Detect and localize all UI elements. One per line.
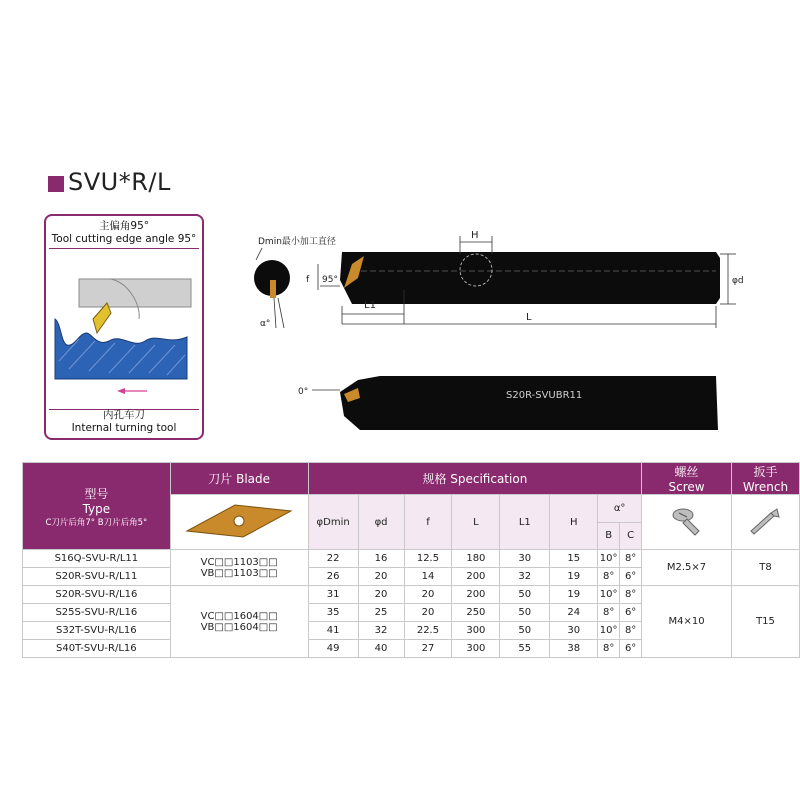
col-l1: L1 — [500, 495, 550, 550]
blade-image-cell — [170, 495, 308, 550]
row-c: 8° — [620, 586, 642, 604]
row-d: 20 — [358, 586, 404, 604]
type-header-en: Type — [82, 501, 111, 516]
row-l1: 50 — [500, 604, 550, 622]
insert-icon — [179, 501, 299, 541]
phi-d-label: φd — [732, 276, 744, 286]
cutting-angle-card — [44, 214, 204, 440]
row-type: S20R-SVU-R/L11 — [23, 568, 171, 586]
row-b: 8° — [598, 604, 620, 622]
row-h: 24 — [550, 604, 598, 622]
row-c: 8° — [620, 550, 642, 568]
row-c: 6° — [620, 568, 642, 586]
row-d: 32 — [358, 622, 404, 640]
tool-type-caption — [46, 409, 202, 435]
row-f: 27 — [404, 640, 452, 658]
f-dimension-label: f — [306, 275, 310, 285]
blade-code: VC□□1103□□ — [200, 556, 278, 568]
blade-group-2 — [170, 586, 308, 658]
h-dimension-label: H — [471, 230, 479, 241]
row-dmin: 35 — [308, 604, 358, 622]
type-header — [23, 463, 171, 550]
col-d: φd — [358, 495, 404, 550]
row-f: 12.5 — [404, 550, 452, 568]
blade-code: VB□□1604□□ — [200, 621, 278, 633]
row-l: 300 — [452, 640, 500, 658]
row-h: 15 — [550, 550, 598, 568]
tool-type-cn: 内孔车刀 — [103, 409, 145, 421]
tool-type-en: Internal turning tool — [71, 422, 177, 434]
row-l1: 32 — [500, 568, 550, 586]
zero-degree-label: 0° — [298, 387, 309, 397]
row-f: 22.5 — [404, 622, 452, 640]
row-l: 250 — [452, 604, 500, 622]
wrench-header-cn: 扳手 — [753, 465, 778, 479]
tool-bar-drawing — [340, 252, 720, 304]
angle-caption — [46, 220, 202, 246]
row-f: 20 — [404, 586, 452, 604]
col-l: L — [452, 495, 500, 550]
screw-size: M2.5×7 — [642, 550, 732, 586]
l-dimension-label: L — [526, 312, 532, 323]
screw-icon — [667, 501, 707, 541]
angle-95-label: 95° — [322, 275, 338, 285]
row-h: 38 — [550, 640, 598, 658]
row-type: S40T-SVU-R/L16 — [23, 640, 171, 658]
type-header-note: C刀片后角7° B刀片后角5° — [45, 517, 148, 528]
angle-caption-en: Tool cutting edge angle 95° — [51, 233, 197, 245]
row-dmin: 49 — [308, 640, 358, 658]
wrench-icon — [745, 501, 785, 541]
end-view-insert — [270, 280, 276, 298]
type-header-cn: 型号 — [84, 486, 109, 501]
row-h: 30 — [550, 622, 598, 640]
row-d: 20 — [358, 568, 404, 586]
row-type: S16Q-SVU-R/L11 — [23, 550, 171, 568]
spec-table — [22, 462, 800, 658]
row-l1: 50 — [500, 622, 550, 640]
row-c: 6° — [620, 640, 642, 658]
row-dmin: 22 — [308, 550, 358, 568]
bar-marking: S20R-SVUBR11 — [506, 390, 583, 401]
row-l: 200 — [452, 568, 500, 586]
row-h: 19 — [550, 586, 598, 604]
row-type: S20R-SVU-R/L16 — [23, 586, 171, 604]
wrench-header — [731, 463, 799, 495]
col-b: B — [598, 523, 620, 549]
row-l1: 50 — [500, 586, 550, 604]
row-b: 8° — [598, 568, 620, 586]
blade-header: 刀片 Blade — [170, 463, 308, 495]
page-title: SVU*R/L — [68, 168, 171, 196]
blade-group-1 — [170, 550, 308, 586]
screw-size: M4×10 — [642, 586, 732, 658]
row-l: 300 — [452, 622, 500, 640]
dimension-drawing — [240, 220, 760, 440]
row-b: 10° — [598, 586, 620, 604]
wrench-size: T15 — [731, 586, 799, 658]
arrow-left-icon — [117, 388, 125, 394]
title-color-mark — [48, 176, 64, 192]
row-l1: 55 — [500, 640, 550, 658]
row-b: 8° — [598, 640, 620, 658]
boring-illustration — [49, 248, 199, 410]
alpha-label: α° — [260, 319, 271, 329]
blade-code: VC□□1604□□ — [200, 610, 278, 622]
col-c: C — [627, 530, 635, 541]
row-dmin: 41 — [308, 622, 358, 640]
row-f: 14 — [404, 568, 452, 586]
table-row — [23, 550, 800, 568]
angle-caption-cn: 主偏角95° — [98, 220, 150, 232]
row-b: 10° — [598, 622, 620, 640]
wrench-image-cell — [731, 495, 799, 550]
row-type: S25S-SVU-R/L16 — [23, 604, 171, 622]
wrench-header-en: Wrench — [742, 480, 789, 494]
row-l1: 30 — [500, 550, 550, 568]
screw-header — [642, 463, 732, 495]
blade-code: VB□□1103□□ — [200, 567, 278, 579]
row-c: 8° — [620, 622, 642, 640]
table-row — [23, 586, 800, 604]
col-alpha-label: α° — [598, 495, 641, 523]
screw-image-cell — [642, 495, 732, 550]
col-alpha — [598, 495, 642, 550]
row-h: 19 — [550, 568, 598, 586]
row-c: 6° — [620, 604, 642, 622]
row-b: 10° — [598, 550, 620, 568]
row-f: 20 — [404, 604, 452, 622]
row-l: 200 — [452, 586, 500, 604]
row-d: 16 — [358, 550, 404, 568]
row-type: S32T-SVU-R/L16 — [23, 622, 171, 640]
tool-bar-photo — [340, 376, 718, 430]
row-d: 40 — [358, 640, 404, 658]
row-l: 180 — [452, 550, 500, 568]
col-dmin: φDmin — [308, 495, 358, 550]
screw-header-en: Screw — [668, 480, 705, 494]
row-dmin: 26 — [308, 568, 358, 586]
dmin-label: Dmin最小加工直径 — [258, 237, 336, 247]
wrench-size: T8 — [731, 550, 799, 586]
row-dmin: 31 — [308, 586, 358, 604]
row-d: 25 — [358, 604, 404, 622]
boring-illustration-svg — [49, 249, 199, 409]
col-h: H — [550, 495, 598, 550]
l1-dimension-label: L1 — [364, 300, 376, 311]
col-f: f — [404, 495, 452, 550]
screw-header-cn: 螺丝 — [674, 465, 699, 479]
spec-header: 规格 Specification — [308, 463, 641, 495]
